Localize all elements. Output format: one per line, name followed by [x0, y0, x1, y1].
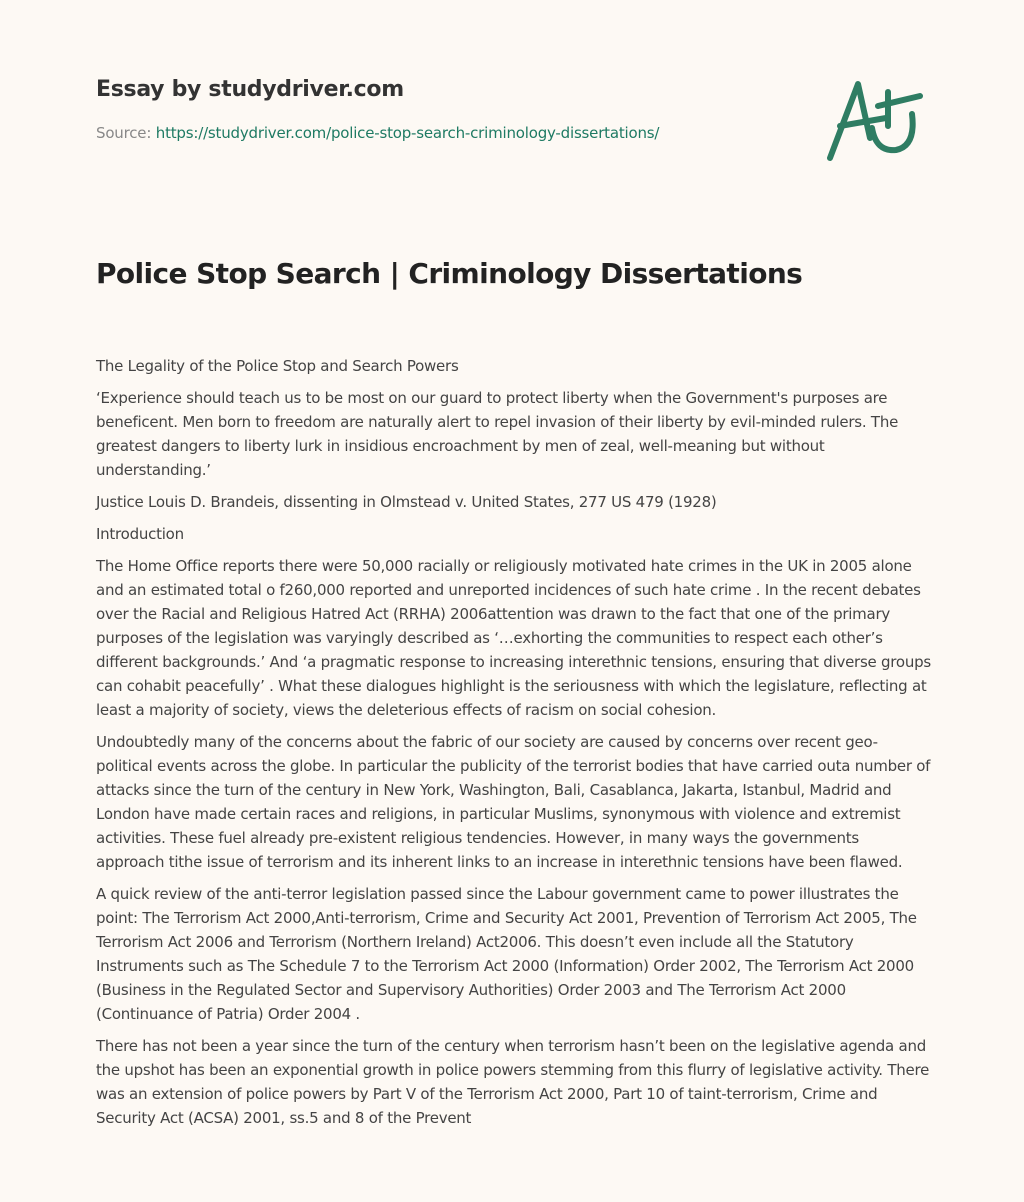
body-paragraph: There has not been a year since the turn of the century when terrorism hasn’t been on the legislative agenda and the upshot has been an exponential growth in police powers stemming from this flurry of legislative activity. There was an extension of police powers by Part V of the Terrorism Act 2000, Part 10 of taint-terrorism, Crime and Security Act (ACSA) 2001, ss.5 and 8 of the Prevent: [96, 1037, 930, 1127]
body-paragraph: The Home Office reports there were 50,000 racially or religiously motivated hate crimes in the UK in 2005 alone and an estimated total o f260,000 reported and unreported incidences of such hate crime . In the recent debates over the Racial and Religious Hatred Act (RRHA) 2006attention was drawn to the fact that one of the primary purposes of the legislation was varyingly described as ‘…exhorting the communities to respect each other’s different backgrounds.’ And ‘a pragmatic response to increasing interethnic tensions, ensuring that diverse groups can cohabit peacefully’ . What these dialogues highlight is the seriousness with which the legislature, reflecting at least a majority of society, views the deleterious effects of racism on social cohesion.: [96, 557, 931, 719]
article-body: [96, 354, 931, 1138]
source-line: [96, 123, 796, 143]
source-link[interactable]: https://studydriver.com/police-stop-search-criminology-dissertations/: [155, 124, 660, 142]
subtitle-paragraph: The Legality of the Police Stop and Search Powers: [96, 357, 459, 375]
article-title: Police Stop Search | Criminology Dissertations: [96, 257, 803, 290]
section-heading-introduction: Introduction: [96, 525, 184, 543]
quote-paragraph: ‘Experience should teach us to be most on our guard to protect liberty when the Government's purposes are beneficent. Men born to freedom are naturally alert to repel invasion of their liberty by evil-minded rulers. The greatest dangers to liberty lurk in insidious encroachment by men of zeal, well-meaning but without understanding.’: [96, 389, 899, 479]
source-label: Source:: [96, 124, 152, 142]
body-paragraph: A quick review of the anti-terror legislation passed since the Labour government came to power illustrates the point: The Terrorism Act 2000,Anti-terrorism, Crime and Security Act 2001, Prevention of Terrorism Act 2005, The Terrorism Act 2006 and Terrorism (Northern Ireland) Act2006. This doesn’t even include all the Statutory Instruments such as The Schedule 7 to the Terrorism Act 2000 (Information) Order 2002, The Terrorism Act 2000 (Business in the Regulated Sector and Supervisory Authorities) Order 2003 and The Terrorism Act 2000 (Continuance of Patria) Order 2004 .: [96, 885, 917, 1023]
page-header: [96, 74, 796, 143]
quote-attribution: Justice Louis D. Brandeis, dissenting in Olmstead v. United States, 277 US 479 (1928): [96, 493, 717, 511]
a-plus-grade-icon: [820, 68, 930, 168]
body-paragraph: Undoubtedly many of the concerns about the fabric of our society are caused by concerns over recent geo-political events across the globe. In particular the publicity of the terrorist bodies that have carried outa number of attacks since the turn of the century in New York, Washington, Bali, Casablanca, Jakarta, Istanbul, Madrid and London have made certain races and religions, in particular Muslims, synonymous with violence and extremist activities. These fuel already pre-existent religious tendencies. However, in many ways the governments approach tithe issue of terrorism and its inherent links to an increase in interethnic tensions have been flawed.: [96, 733, 931, 871]
brand-title: Essay by studydriver.com: [96, 77, 404, 102]
